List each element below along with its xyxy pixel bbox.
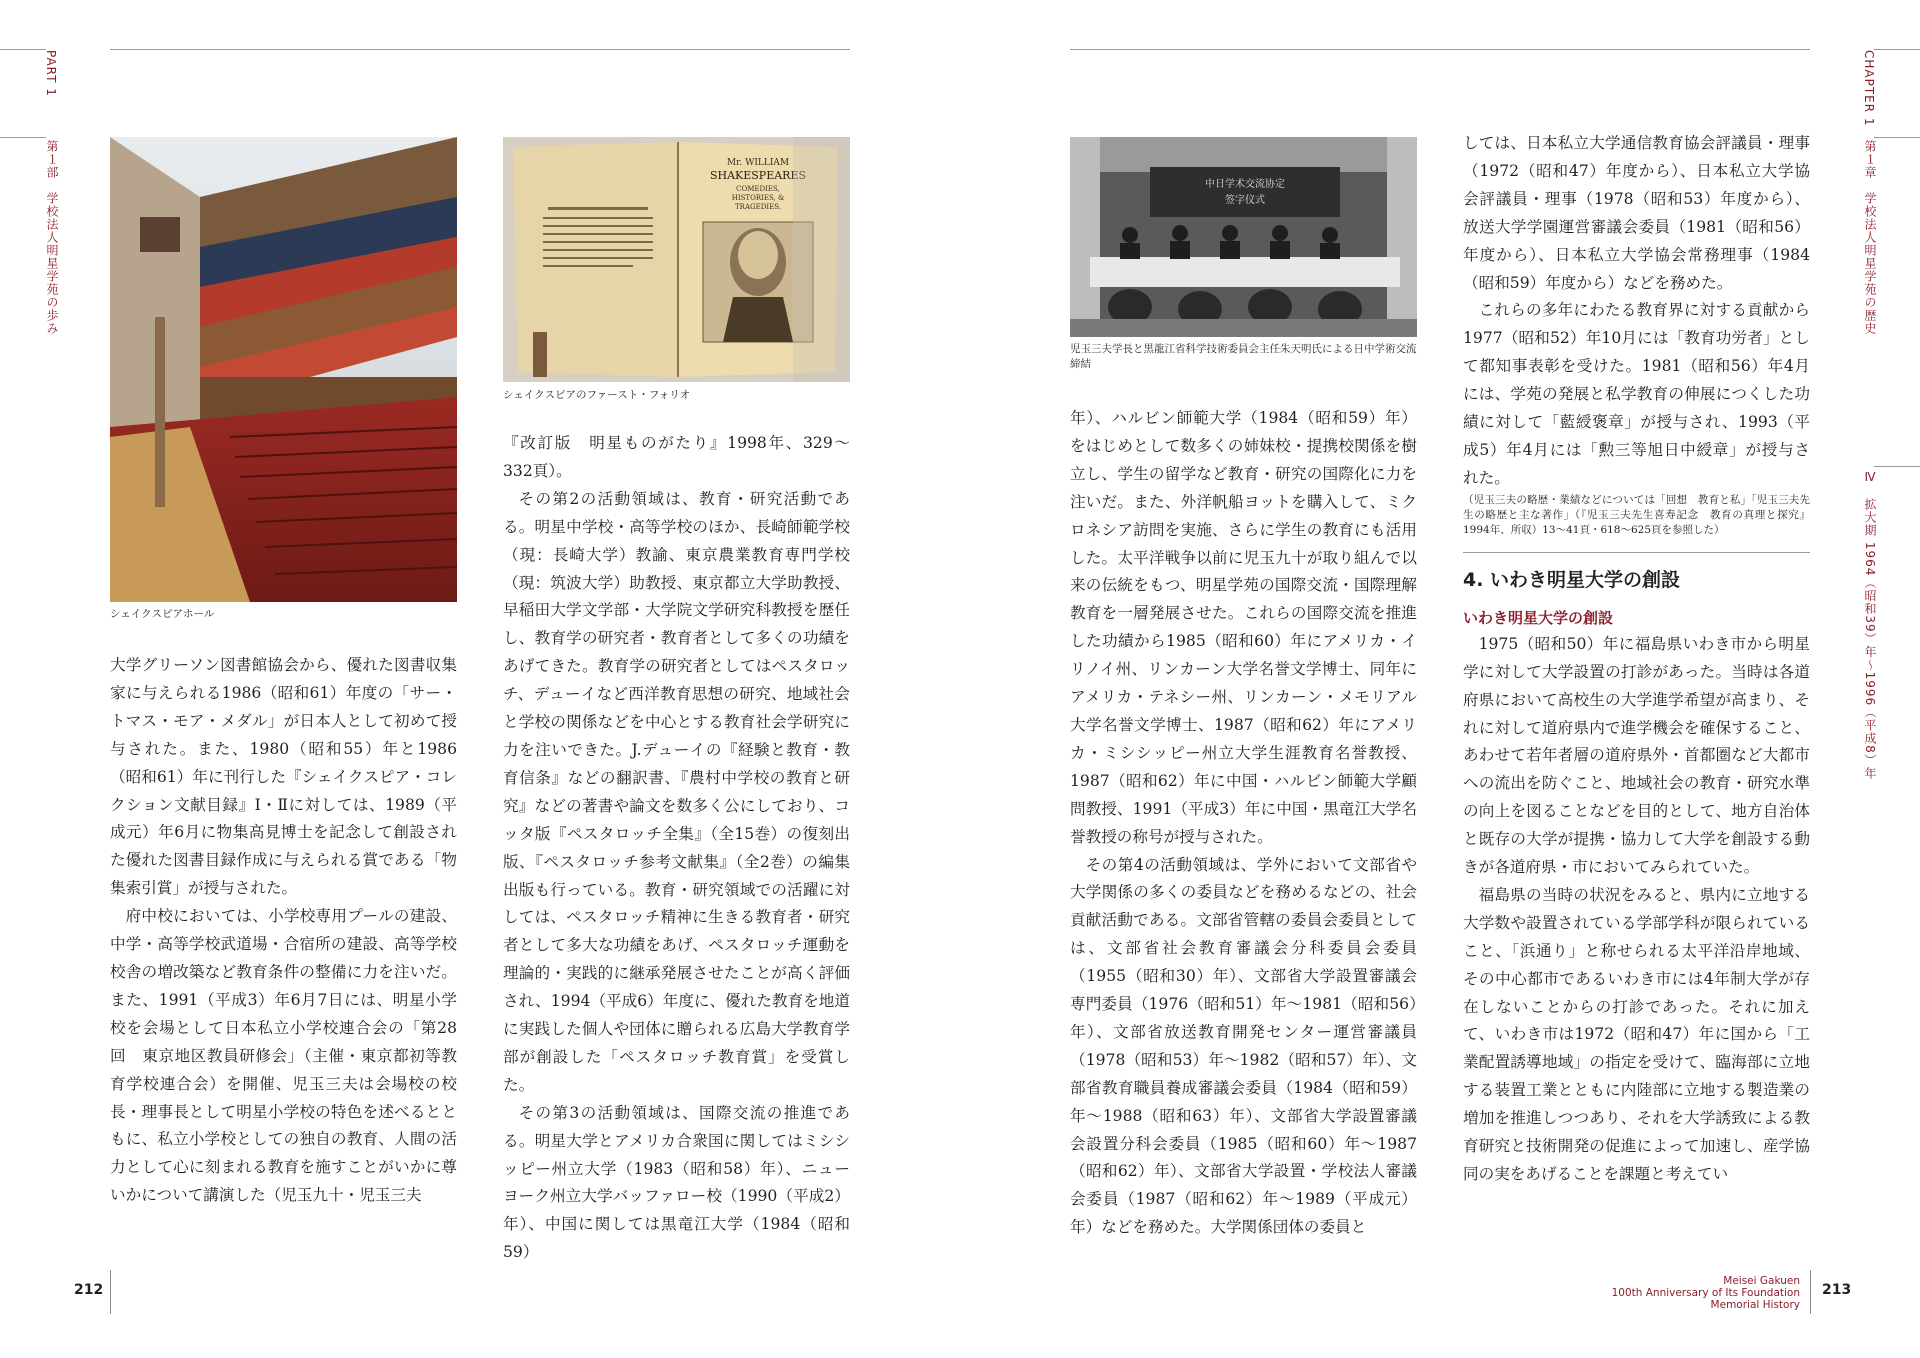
shakespeare-hall-photo bbox=[110, 137, 457, 602]
svg-text:Mr. WILLIAM: Mr. WILLIAM bbox=[726, 158, 790, 168]
svg-text:HISTORIES, &: HISTORIES, & bbox=[731, 194, 785, 202]
section-heading: 4. いわき明星大学の創設 bbox=[1463, 552, 1810, 593]
col2-paragraph-3: その第3の活動領域は、国際交流の推進である。明星大学とアメリカ合衆国に関してはミシシッピー州立大学（1983（昭和58）年）、ニューヨーク州立大学バッファロー校（1990（平成2）年）、中国に関しては黒竜江大学（1984（昭和59） bbox=[503, 1103, 850, 1262]
footer-line-2: 100th Anniversary of Its Foundation bbox=[1611, 1287, 1800, 1299]
photo1-caption: シェイクスピアホール bbox=[110, 608, 215, 620]
left-text-column-1 bbox=[110, 652, 457, 1210]
side-period-label: Ⅳ 拡大期 1964（昭和39）年～1996（平成8）年 bbox=[1863, 470, 1877, 780]
right-side-rule-1 bbox=[1874, 137, 1920, 138]
left-footer-divider bbox=[110, 1270, 111, 1314]
left-header-rule bbox=[110, 49, 850, 50]
right-footer-divider bbox=[1810, 1270, 1811, 1314]
photo3-caption: 児玉三夫学長と黒龍江省科学技術委員会主任朱天明氏による日中学術交流締結 bbox=[1070, 343, 1417, 370]
photo-banner-text: 中日学术交流协定 bbox=[1205, 179, 1285, 190]
col1-paragraph-2: 府中校においては、小学校専用プールの建設、中学・高等学校武道場・合宿所の建設、高等学校校舎の増改築など教育条件の整備に力を注いだ。また、1991（平成3）年6月7日には、明星小学校を会場として日本私立小学校連合会の「第28回 東京地区教員研修会」（主催・東京都初等教育学校連合会）を開催、児玉三夫は会場校の校長・理事長として明星小学校の特色を述べるとともに、私立小学校としての独自の教育、人間の活力として心に刻まれる教育を施すことがいかに尊いかについて講演した（児玉九十・児玉三夫 bbox=[110, 907, 457, 1205]
col2-paragraph-2: その第2の活動領域は、教育・研究活動である。明星中学校・高等学校のほか、長崎師範学校（現：長崎大学）教諭、東京農業教育専門学校（現：筑波大学）助教授、東京都立大学助教授、早稲田大学文学部・大学院文学研究科教授を歴任し、教育学の研究者・教育者として多くの功績をあげてきた。教育学の研究者としてはペスタロッチ、デューイなど西洋教育思想の研究、地域社会と学校の関係などを中心とする教育社会学研究に力を注いできた。J.デューイの『経験と教育・教育信条』などの翻訳書、『農村中学校の教育と研究』などの著書や論文を数多く公にしており、コッタ版『ペスタロッチ全集』（全15巻）の復刻出版、『ペスタロッチ参考文献集』（全2巻）の編集出版も行っている。教育・研究領域での活躍に対しては、ペスタロッチ精神に生きる教育者・研究者として多大な功績をあげ、ペスタロッチ運動を理論的・実践的に継承発展させたことが高く評価され、1994（平成6）年度に、優れた教育を地道に実践した個人や団体に贈られる広島大学教育学部が創設した「ペスタロッチ教育賞」を受賞した。 bbox=[503, 489, 850, 1094]
side-part-label: PART 1 bbox=[44, 50, 58, 97]
col2-paragraph-1: 『改訂版 明星ものがたり』1998年、329～332頁）。 bbox=[503, 434, 850, 480]
biography-note: （児玉三夫の略歴・業績などについては「回想 教育と私」「児玉三夫先生の略歴と主な著作」（『児玉三夫先生喜寿記念 教育の真理と探究』1994年、所収）13～41頁・618～625頁を参照した） bbox=[1463, 493, 1810, 536]
left-page-number: 212 bbox=[74, 1282, 104, 1298]
footer-line-3: Memorial History bbox=[1710, 1299, 1800, 1311]
col3-paragraph-2: その第4の活動領域は、学外において文部省や大学関係の多くの委員などを務めるなどの、社会貢献活動である。文部省管轄の委員会委員としては、文部省社会教育審議会分科委員会委員（1955（昭和30）年）、文部省大学設置審議会専門委員（1976（昭和51）年～1981（昭和56）年）、文部省放送教育開発センター運営審議員（1978（昭和53）年～1982（昭和57）年）、文部省教育職員養成審議会委員（1984（昭和59）年～1988（昭和63）年）、文部省大学設置審議会設置分科会委員（1985（昭和60）年～1987（昭和62）年）、文部省大学設置・学校法人審議会委員（1987（昭和62）年～1989（平成元）年）などを務めた。大学関係団体の委員と bbox=[1070, 855, 1417, 1237]
right-page-number: 213 bbox=[1822, 1282, 1852, 1298]
col4-paragraph-2: これらの多年にわたる教育界に対する貢献から1977（昭和52）年10月には「教育功労者」として都知事表彰を受けた。1981（昭和56）年4月には、学苑の発展と私学教育の伸展につくした功績に対して「藍綬褒章」が授与され、1993（平成5）年4月には「勲三等旭日中綬章」が授与された。 bbox=[1463, 301, 1810, 487]
footer-line-1: Meisei Gakuen bbox=[1723, 1275, 1800, 1287]
left-top-rule bbox=[0, 49, 46, 50]
right-text-column-2 bbox=[1463, 130, 1810, 1189]
col4-paragraph-4: 福島県の当時の状況をみると、県内に立地する大学数や設置されている学部学科が限られていること、「浜通り」と称せられる太平洋沿岸地域、その中心都市であるいわき市には4年制大学が存在しないことからの打診であった。それに加えて、いわき市は1972（昭和47）年に国から「工業配置誘導地域」の指定を受けて、臨海部に立地する装置工業とともに内陸部に立地する製造業の増加を推進しつつあり、それを大学誘致による教育研究と技術開発の促進によって加速し、産学協同の実をあげることを課題と考えてい bbox=[1463, 885, 1810, 1183]
side-part-title: 第１部 学校法人明星学苑の歩み bbox=[45, 140, 59, 335]
svg-text:签字仪式: 签字仪式 bbox=[1225, 195, 1265, 206]
side-chapter-label: CHAPTER 1 bbox=[1862, 50, 1876, 127]
book-title-footer bbox=[1600, 1275, 1800, 1311]
photo2-caption: シェイクスピアのファースト・フォリオ bbox=[503, 389, 691, 401]
right-side-rule-2 bbox=[1874, 466, 1920, 467]
folio-title-text: SHAKESPEARES bbox=[709, 169, 807, 182]
first-folio-photo bbox=[503, 137, 850, 382]
svg-text:TRAGEDIES.: TRAGEDIES. bbox=[735, 203, 781, 211]
svg-text:COMEDIES,: COMEDIES, bbox=[736, 185, 780, 193]
left-text-column-2 bbox=[503, 430, 850, 1267]
side-chapter-title: 第１章 学校法人明星学苑の歴史 bbox=[1863, 140, 1877, 335]
right-text-column-1 bbox=[1070, 405, 1417, 1242]
col4-paragraph-3: 1975（昭和50）年に福島県いわき市から明星学に対して大学設置の打診があった。当時は各道府県において高校生の大学進学希望が高まり、それに対して道府県内で進学機会を確保すること、あわせて若年者層の道府県外・首都圏など大都市への流出を防ぐこと、地域社会の教育・研究水準の向上を図ることなどを目的として、地方自治体と既存の大学が提携・協力して大学を創設する動きが各道府県・市においてみられていた。 bbox=[1463, 634, 1810, 877]
col4-paragraph-1: しては、日本私立大学通信教育協会評議員・理事（1972（昭和47）年度から）、日本私立大学協会評議員・理事（1978（昭和53）年度から）、放送大学学園運営審議会委員（1981（昭和56）年度から）、日本私立大学協会常務理事（1984（昭和59）年度から）などを務めた。 bbox=[1463, 134, 1810, 292]
right-header-rule bbox=[1070, 49, 1810, 50]
col1-paragraph-1: 大学グリーソン図書館協会から、優れた図書収集家に与えられる1986（昭和61）年度の「サー・トマス・モア・メダル」が日本人として初めて授与された。また、1980（昭和55）年と1986（昭和61）年に刊行した『シェイクスピア・コレクション文献目録』Ⅰ・Ⅱに対しては、1989（平成元）年6月に物集高見博士を記念して創設された優れた図書目録作成に与えられる賞である「物集索引賞」が授与された。 bbox=[110, 656, 457, 898]
right-top-rule bbox=[1874, 49, 1920, 50]
exchange-ceremony-photo bbox=[1070, 137, 1417, 337]
col3-paragraph-1: 年）、ハルビン師範大学（1984（昭和59）年）をはじめとして数多くの姉妹校・提携校関係を樹立し、学生の留学など教育・研究の国際化に力を注いだ。また、外洋帆船ヨットを購入して、ミクロネシア訪問を実施、さらに学生の教育にも活用した。太平洋戦争以前に児玉九十が取り組んで以来の伝統をもつ、明星学苑の国際交流・国際理解教育を一層発展させた。これらの国際交流を推進した功績から1985（昭和60）年にアメリカ・イリノイ州、リンカーン大学名誉文学博士、同年にアメリカ・テネシー州、リンカーン・メモリアル大学名誉文学博士、1987（昭和62）年にアメリカ・ミシシッピー州立大学生涯教育名誉教授、1987（昭和62）年に中国・ハルビン師範大学顧問教授、1991（平成3）年に中国・黒竜江大学名誉教授の称号が授与された。 bbox=[1070, 409, 1417, 846]
sub-heading: いわき明星大学の創設 bbox=[1463, 608, 1614, 627]
left-side-rule bbox=[0, 137, 46, 138]
